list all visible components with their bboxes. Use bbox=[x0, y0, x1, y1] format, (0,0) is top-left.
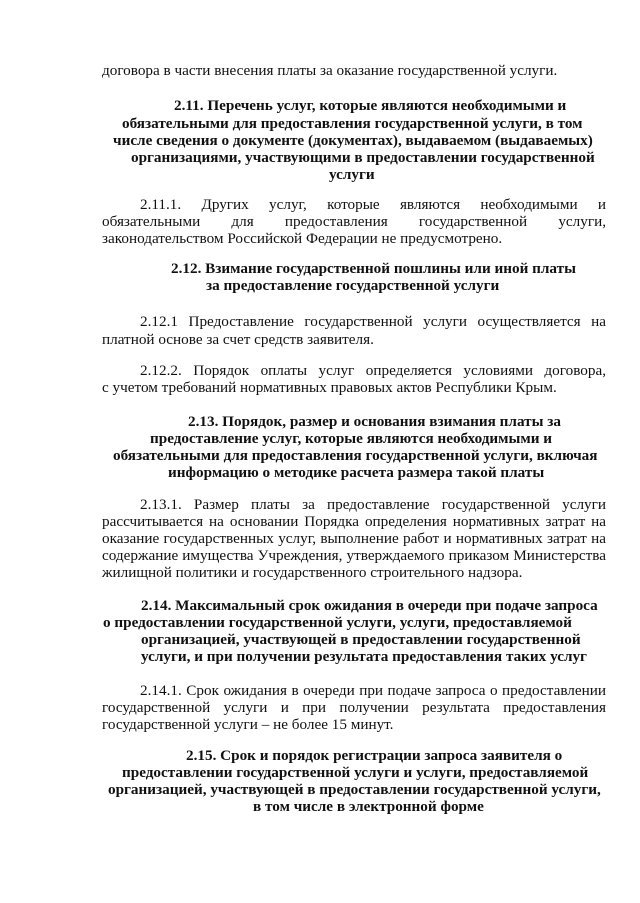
section-2-11-heading-line-5: услуги bbox=[329, 166, 375, 183]
section-2-11-heading-line-2: обязательными для предоставления государственной услуги, в том bbox=[122, 115, 583, 132]
section-2-13-heading-line-1: 2.13. Порядок, размер и основания взимания платы за bbox=[188, 413, 561, 430]
continuation-line: договора в части внесения платы за оказание государственной услуги. bbox=[102, 62, 558, 79]
section-2-11-heading-line-4: организациями, участвующими в предоставлении государственной bbox=[131, 149, 595, 166]
paragraph-2-12-1-line-1: 2.12.1 Предоставление государственной услуги осуществляется на bbox=[140, 313, 606, 330]
section-2-15-heading-line-1: 2.15. Срок и порядок регистрации запроса заявителя о bbox=[186, 747, 563, 764]
section-2-14-heading-line-3: организацией, участвующей в предоставлении государственной bbox=[141, 631, 581, 648]
paragraph-2-13-1-line-3: оказание государственных услуг, выполнение работ и нормативных затрат на bbox=[102, 530, 606, 547]
paragraph-2-11-1-line-2: обязательными для предоставления государственной услуги, bbox=[102, 213, 606, 230]
section-2-15-heading-line-4: в том числе в электронной форме bbox=[253, 798, 484, 815]
paragraph-2-14-1-line-2: государственной услуги и при получении результата предоставления bbox=[102, 699, 606, 716]
section-2-13-heading-line-3: обязательными для предоставления государственной услуги, включая bbox=[113, 447, 598, 464]
paragraph-2-13-1-line-5: жилищной политики и государственного строительного надзора. bbox=[102, 564, 523, 581]
section-2-11-heading-line-3: числе сведения о документе (документах), выдаваемом (выдаваемых) bbox=[113, 132, 593, 149]
section-2-14-heading-line-1: 2.14. Максимальный срок ожидания в очереди при подаче запроса bbox=[141, 597, 598, 614]
paragraph-2-12-1-line-2: платной основе за счет средств заявителя. bbox=[102, 331, 374, 348]
section-2-12-heading-line-2: за предоставление государственной услуги bbox=[206, 277, 500, 294]
section-2-15-heading-line-2: предоставлении государственной услуги и услуги, предоставляемой bbox=[122, 764, 589, 781]
section-2-13-heading-line-2: предоставление услуг, которые являются необходимыми и bbox=[150, 430, 553, 447]
paragraph-2-14-1-line-3: государственной услуги – не более 15 минут. bbox=[102, 716, 394, 733]
paragraph-2-12-2-line-2: с учетом требований нормативных правовых актов Республики Крым. bbox=[102, 379, 557, 396]
paragraph-2-14-1-line-1: 2.14.1. Срок ожидания в очереди при подаче запроса о предоставлении bbox=[140, 682, 606, 699]
paragraph-2-13-1-line-4: содержание имущества Учреждения, утверждаемого приказом Министерства bbox=[102, 547, 606, 564]
paragraph-2-12-2-line-1: 2.12.2. Порядок оплаты услуг определяется условиями договора, bbox=[140, 362, 606, 379]
paragraph-2-11-1-line-1: 2.11.1. Других услуг, которые являются необходимыми и bbox=[140, 196, 606, 213]
paragraph-2-13-1-line-1: 2.13.1. Размер платы за предоставление государственной услуги bbox=[140, 496, 606, 513]
section-2-14-heading-line-4: услуги, и при получении результата предоставления таких услуг bbox=[141, 648, 587, 665]
section-2-12-heading-line-1: 2.12. Взимание государственной пошлины или иной платы bbox=[171, 260, 576, 277]
section-2-13-heading-line-4: информацию о методике расчета размера такой платы bbox=[168, 464, 545, 481]
section-2-15-heading-line-3: организацией, участвующей в предоставлении государственной услуги, bbox=[108, 781, 601, 798]
section-2-11-heading-line-1: 2.11. Перечень услуг, которые являются необходимыми и bbox=[174, 97, 567, 114]
paragraph-2-13-1-line-2: рассчитывается на основании Порядка определения нормативных затрат на bbox=[102, 513, 606, 530]
section-2-14-heading-line-2: о предоставлении государственной услуги, услуги, предоставляемой bbox=[103, 614, 572, 631]
paragraph-2-11-1-line-3: законодательством Российской Федерации не предусмотрено. bbox=[102, 230, 503, 247]
